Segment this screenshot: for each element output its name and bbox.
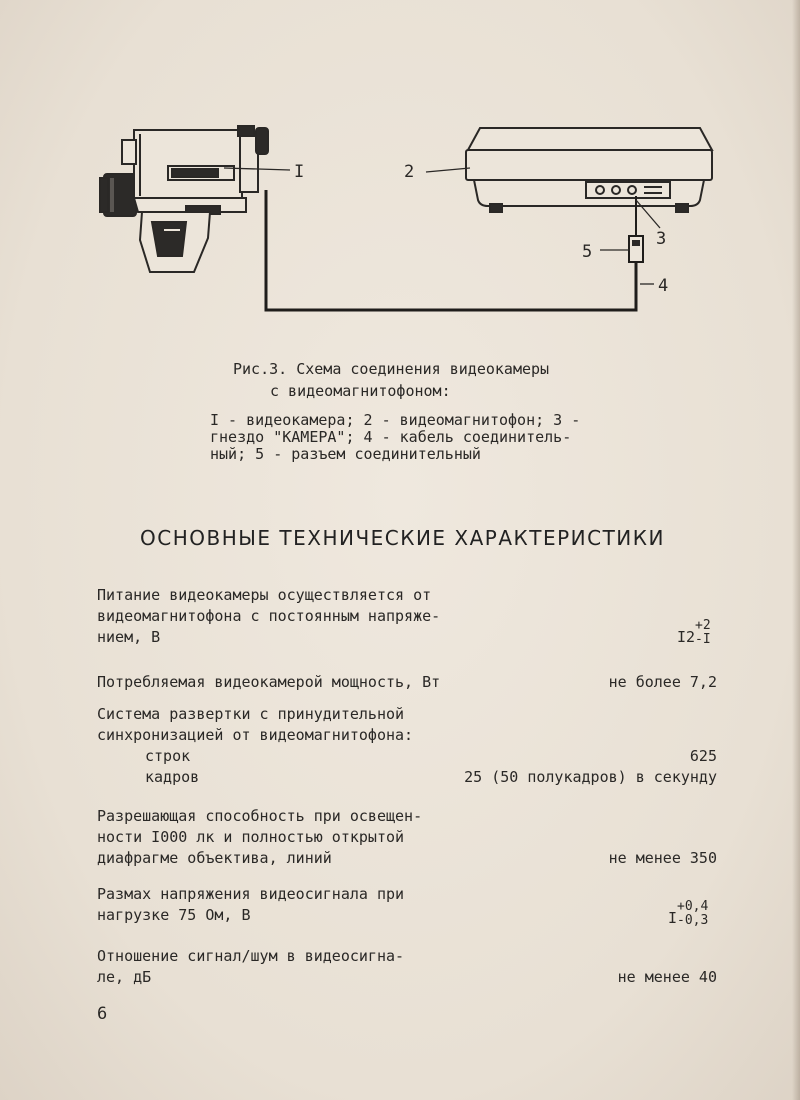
spec-text-line: ле, дБ: [97, 968, 152, 986]
connection-diagram: [0, 0, 800, 340]
value-base: I2: [676, 628, 695, 646]
spec-value: не менее 40: [617, 968, 717, 986]
spec-power-consumption: [97, 672, 717, 693]
spec-value: [667, 898, 717, 929]
spec-sub-row-lines: [97, 746, 717, 767]
spec-snr: [97, 946, 717, 988]
spec-value: не менее 350: [608, 849, 717, 867]
legend-line-2: гнездо "КАМЕРА"; 4 - кабель соединитель-: [210, 428, 572, 446]
caption-line-2: с видеомагнитофоном:: [270, 382, 451, 400]
spec-resolution: [97, 806, 717, 869]
value-tolerance-minus: -I: [695, 631, 711, 647]
sub-row-label: строк: [145, 747, 191, 765]
value-tolerance-plus: +0,4: [677, 898, 709, 914]
value-tolerance-minus: -0,3: [677, 912, 709, 928]
spec-text-line: Система развертки с принудительной: [97, 705, 405, 723]
value-tolerance-plus: +2: [695, 617, 711, 633]
spec-text-line: видеомагнитофона с постоянным напряже-: [97, 607, 441, 625]
spec-value: не более 7,2: [608, 673, 717, 691]
spec-text-line: Разрешающая способность при освещен-: [97, 807, 423, 825]
callout-label-4: 4: [658, 276, 669, 296]
callout-label-5: 5: [582, 242, 593, 262]
spec-power-supply: [97, 585, 717, 648]
sub-row-value: 625: [689, 747, 717, 765]
spec-text-line: Размах напряжения видеосигнала при: [97, 885, 405, 903]
spec-text-line: Питание видеокамеры осуществляется от: [97, 586, 432, 604]
spec-text-line: нием, В: [97, 628, 161, 646]
legend-line-3: ный; 5 - разъем соединительный: [210, 445, 481, 463]
spec-text-line: нагрузке 75 Ом, В: [97, 906, 251, 924]
videocamera-drawing: [100, 126, 268, 272]
spec-text-line: Отношение сигнал/шум в видеосигна-: [97, 947, 405, 965]
caption-line-1: Рис.3. Схема соединения видеокамеры: [233, 360, 550, 378]
spec-text-line: ности I000 лк и полностью открытой: [97, 828, 405, 846]
legend-line-1: I - видеокамера; 2 - видеомагнитофон; 3 -: [210, 411, 581, 429]
spec-scan-system: [97, 704, 717, 788]
callout-label-1: I: [294, 162, 305, 182]
spec-value: [676, 617, 717, 648]
callout-label-2: 2: [404, 162, 415, 182]
spec-text-line: Потребляемая видеокамерой мощность, Вт: [97, 673, 441, 691]
page-number: 6: [97, 1004, 108, 1024]
spec-text-line: синхронизацией от видеомагнитофона:: [97, 726, 414, 744]
videorecorder-drawing: [466, 128, 712, 212]
figure-caption: [233, 358, 653, 402]
sub-row-label: кадров: [145, 768, 200, 786]
value-base: I: [667, 909, 677, 927]
figure-legend: [210, 412, 630, 463]
spec-sub-row-frames: [97, 767, 717, 788]
spec-text-line: диафрагме объектива, линий: [97, 849, 332, 867]
section-heading: ОСНОВНЫЕ ТЕХНИЧЕСКИЕ ХАРАКТЕРИСТИКИ: [140, 526, 665, 550]
callout-label-3: 3: [656, 229, 667, 249]
spec-video-signal: [97, 884, 717, 926]
sub-row-value: 25 (50 полукадров) в секунду: [464, 768, 717, 786]
